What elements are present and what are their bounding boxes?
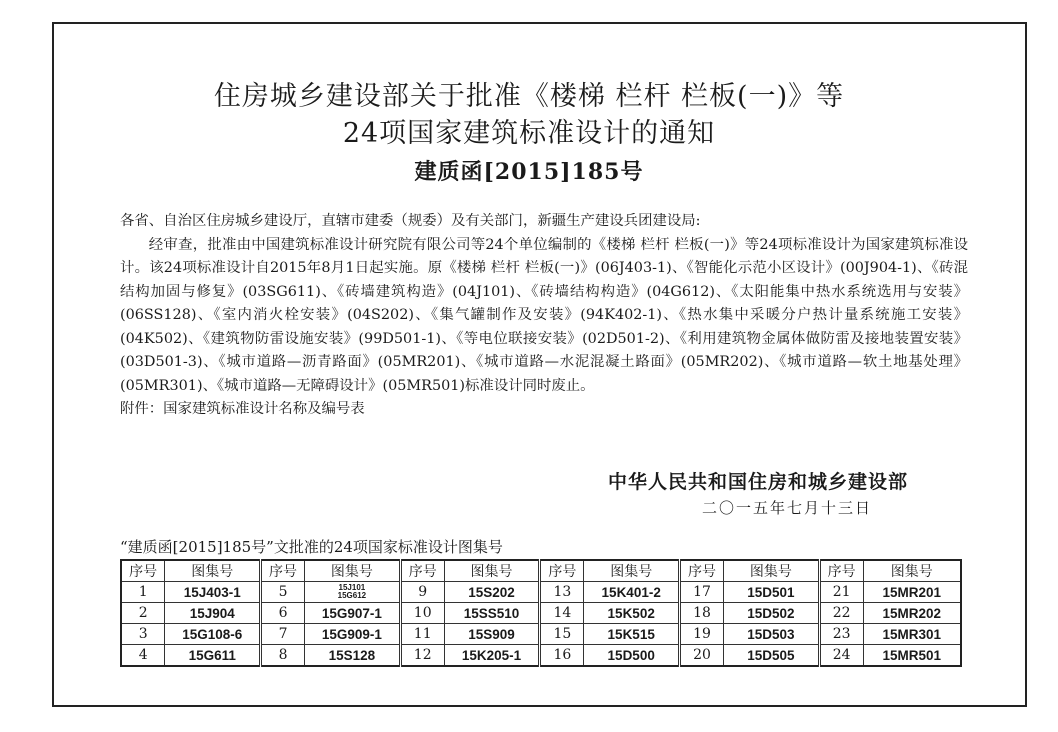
notice-title-line-2: 24项国家建筑标准设计的通知 bbox=[342, 118, 716, 149]
table-header-row bbox=[121, 560, 961, 582]
seq-cell: 13 bbox=[540, 582, 584, 603]
atlas-code-cell: 15S909 bbox=[444, 624, 540, 645]
seq-cell: 2 bbox=[121, 603, 165, 624]
seq-cell: 20 bbox=[680, 645, 724, 667]
table-row bbox=[121, 582, 961, 603]
seq-cell: 23 bbox=[819, 624, 863, 645]
atlas-code-cell: 15SS510 bbox=[444, 603, 540, 624]
seq-cell: 22 bbox=[819, 603, 863, 624]
atlas-code-cell: 15J403-1 bbox=[165, 582, 261, 603]
notice-body bbox=[120, 210, 968, 422]
atlas-code-cell: 15MR201 bbox=[863, 582, 961, 603]
header-code: 图集号 bbox=[304, 560, 400, 582]
seq-cell: 15 bbox=[540, 624, 584, 645]
atlas-code-cell: 15G907-1 bbox=[304, 603, 400, 624]
atlas-code-cell: 15G909-1 bbox=[304, 624, 400, 645]
seq-cell: 10 bbox=[400, 603, 444, 624]
seq-cell: 1 bbox=[121, 582, 165, 603]
issuing-authority: 中华人民共和国住房和城乡建设部 bbox=[608, 471, 909, 493]
seq-cell: 7 bbox=[261, 624, 305, 645]
table-row bbox=[121, 645, 961, 667]
table-row bbox=[121, 624, 961, 645]
salutation: 各省、自治区住房城乡建设厅，直辖市建委（规委）及有关部门，新疆生产建设兵团建设局: bbox=[120, 213, 701, 229]
header-code: 图集号 bbox=[863, 560, 961, 582]
seq-cell: 24 bbox=[819, 645, 863, 667]
seq-cell: 16 bbox=[540, 645, 584, 667]
seq-cell: 11 bbox=[400, 624, 444, 645]
atlas-code-cell: 15D501 bbox=[723, 582, 819, 603]
header-code: 图集号 bbox=[723, 560, 819, 582]
atlas-code-cell: 15G108-6 bbox=[165, 624, 261, 645]
seq-cell: 9 bbox=[400, 582, 444, 603]
header-seq: 序号 bbox=[261, 560, 305, 582]
header-code: 图集号 bbox=[165, 560, 261, 582]
atlas-code-cell: 15K205-1 bbox=[444, 645, 540, 667]
attachment-note: 附件：国家建筑标准设计名称及编号表 bbox=[120, 401, 365, 417]
atlas-code-cell: 15D503 bbox=[723, 624, 819, 645]
atlas-code-cell: 15K502 bbox=[584, 603, 680, 624]
main-paragraph: 经审查，批准由中国建筑标准设计研究院有限公司等24个单位编制的《楼梯 栏杆 栏板(一)》等24项标准设计为国家建筑标准设计。该24项标准设计自2015年8月1日起实施。原《楼梯 栏杆 栏板(一)》(06J403-1)、《智能化示范小区设计》(00J904-1)、《砖混结构加固与修复》(03SG611)、《砖墙建筑构造》(04J101)、《砖墙结构构造》(04G612)、《太阳能集中热水系统选用与安装》(06SS128)、《室内消火栓安装》(04S202)、《集气罐制作及安装》(94K402-1)、《热水集中采暖分户热计量系统施工安装》(04K502)、《建筑物防雷设施安装》(99D501-1)、《等电位联接安装》(02D501-2)、《利用建筑物金属体做防雷及接地装置安装》(03D501-3)、《城市道路—沥青路面》(05MR201)、《城市道路—水泥混凝土路面》(05MR202)、《城市道路—软土地基处理》(05MR301)、《城市道路—无障碍设计》(05MR501)标准设计同时废止。 bbox=[120, 236, 968, 394]
document-number: 建质函[2015]185号 bbox=[414, 159, 644, 185]
atlas-code-cell: 15K401-2 bbox=[584, 582, 680, 603]
seq-cell: 5 bbox=[261, 582, 305, 603]
seq-cell: 18 bbox=[680, 603, 724, 624]
atlas-code-cell: 15MR501 bbox=[863, 645, 961, 667]
header-code: 图集号 bbox=[444, 560, 540, 582]
header-seq: 序号 bbox=[540, 560, 584, 582]
seq-cell: 4 bbox=[121, 645, 165, 667]
table-caption: “建质函[2015]185号”文批准的24项国家标准设计图集号 bbox=[120, 538, 503, 556]
header-code: 图集号 bbox=[584, 560, 680, 582]
header-seq: 序号 bbox=[400, 560, 444, 582]
seq-cell: 19 bbox=[680, 624, 724, 645]
atlas-code-cell: 15MR202 bbox=[863, 603, 961, 624]
atlas-code-line: 15G612 bbox=[337, 591, 367, 600]
atlas-number-table bbox=[120, 559, 962, 667]
atlas-code-cell: 15J904 bbox=[165, 603, 261, 624]
atlas-code-cell: 15D500 bbox=[584, 645, 680, 667]
issue-date: 二〇一五年七月十三日 bbox=[702, 499, 873, 517]
table-row bbox=[121, 603, 961, 624]
seq-cell: 6 bbox=[261, 603, 305, 624]
atlas-code-line: 15J101 bbox=[338, 583, 366, 592]
notice-title-line-1: 住房城乡建设部关于批准《楼梯 栏杆 栏板(一)》等 bbox=[213, 81, 845, 112]
seq-cell: 12 bbox=[400, 645, 444, 667]
atlas-code-cell: 15MR301 bbox=[863, 624, 961, 645]
header-seq: 序号 bbox=[121, 560, 165, 582]
header-seq: 序号 bbox=[819, 560, 863, 582]
seq-cell: 17 bbox=[680, 582, 724, 603]
atlas-code-cell: 15S128 bbox=[304, 645, 400, 667]
atlas-code-cell: 15D505 bbox=[723, 645, 819, 667]
atlas-code-cell: 15S202 bbox=[444, 582, 540, 603]
seq-cell: 8 bbox=[261, 645, 305, 667]
atlas-code-cell: 15G611 bbox=[165, 645, 261, 667]
seq-cell: 21 bbox=[819, 582, 863, 603]
atlas-code-cell: 15D502 bbox=[723, 603, 819, 624]
header-seq: 序号 bbox=[680, 560, 724, 582]
atlas-code-cell bbox=[304, 582, 400, 603]
seq-cell: 3 bbox=[121, 624, 165, 645]
atlas-code-cell: 15K515 bbox=[584, 624, 680, 645]
seq-cell: 14 bbox=[540, 603, 584, 624]
